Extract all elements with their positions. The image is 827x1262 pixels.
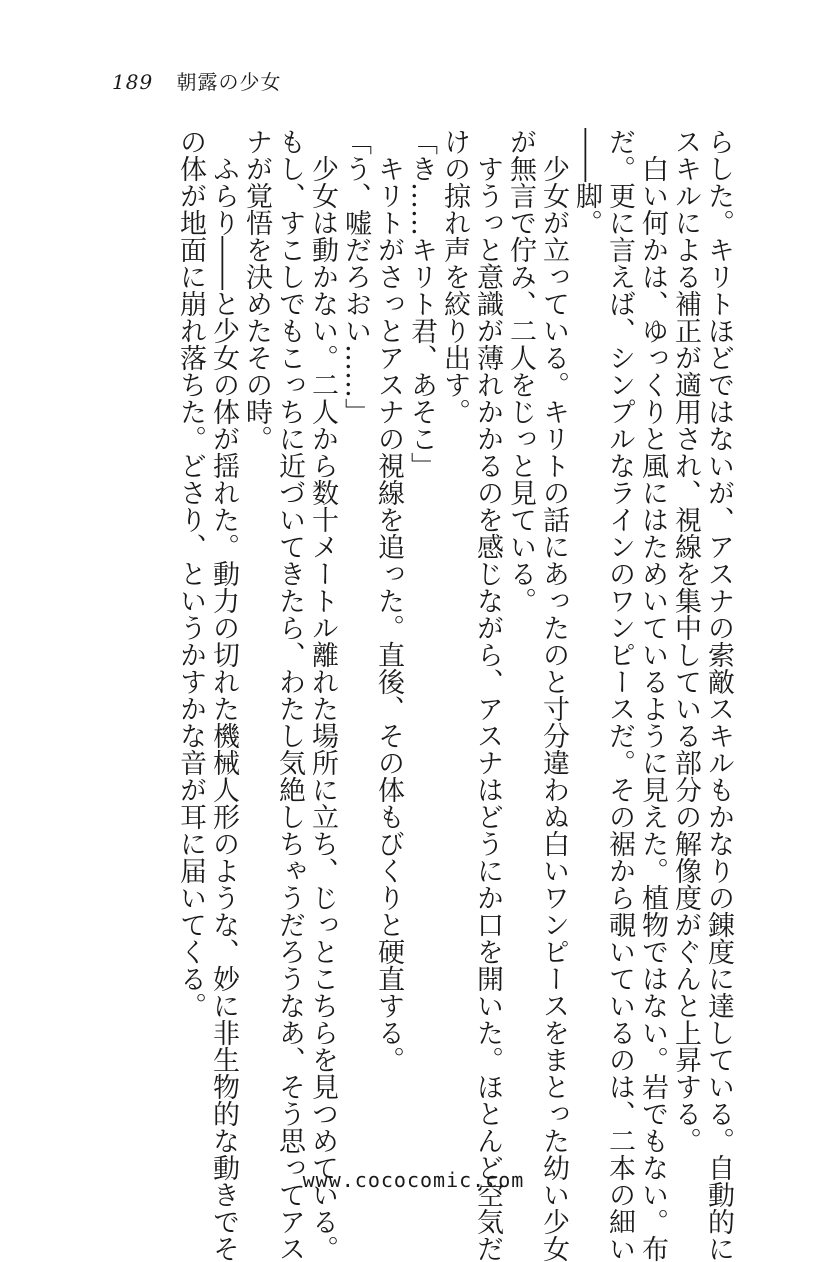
text-line: ナが覚悟を決めたその時。 [241,128,272,452]
watermark-url: www.cococomic.com [302,1168,525,1192]
page-header [112,66,282,95]
text-line: だ。更に言えば、シンプルなラインのワンピースだ。その裾から覗いているのは、二本の細い [604,128,635,1262]
text-line: スキルによる補正が適用され、視線を集中している部分の解像度がぐんと上昇する。 [670,128,701,1154]
text-line: ふらり――と少女の体が揺れた。動力の切れた機械人形のような、妙に非生物的な動きでそ [208,128,239,1262]
text-line: が無言で佇み、二人をじっと見ている。 [505,128,536,614]
page-number: 189 [112,70,154,94]
text-line: キリトがさっとアスナの視線を追った。直後、その体もびくりと硬直する。 [373,128,404,1073]
text-line: 少女は動かない。二人から数十メートル離れた場所に立ち、じっとこちらを見つめている。 [307,128,338,1262]
text-line: 少女が立っている。キリトの話にあったのと寸分違わぬ白いワンピースをまとった幼い少女 [538,128,569,1262]
text-line: 「う、嘘だろおい……」 [340,128,371,425]
chapter-title: 朝露の少女 [176,70,282,94]
text-line: らした。キリトほどではないが、アスナの索敵スキルもかなりの錬度に達している。自動的に [703,128,734,1262]
text-line: すうっと意識が薄れかかるのを感じながら、アスナはどうにか口を開いた。ほとんど空気だ [472,128,503,1262]
text-line: 白い何かは、ゆっくりと風にはためいているように見えた。植物ではない。岩でもない。布 [637,128,668,1262]
text-line: もし、すこしでもこっちに近づいてきたら、わたし気絶しちゃうだろうなあ、そう思ってアス [274,128,305,1262]
text-line: の体が地面に崩れ落ちた。どさり、というかすかな音が耳に届いてくる。 [175,128,206,1019]
text-line: けの掠れ声を絞り出す。 [439,128,470,425]
text-line: ――脚。 [571,128,602,236]
text-line: 「き……キリト君、あそこ」 [406,128,437,479]
